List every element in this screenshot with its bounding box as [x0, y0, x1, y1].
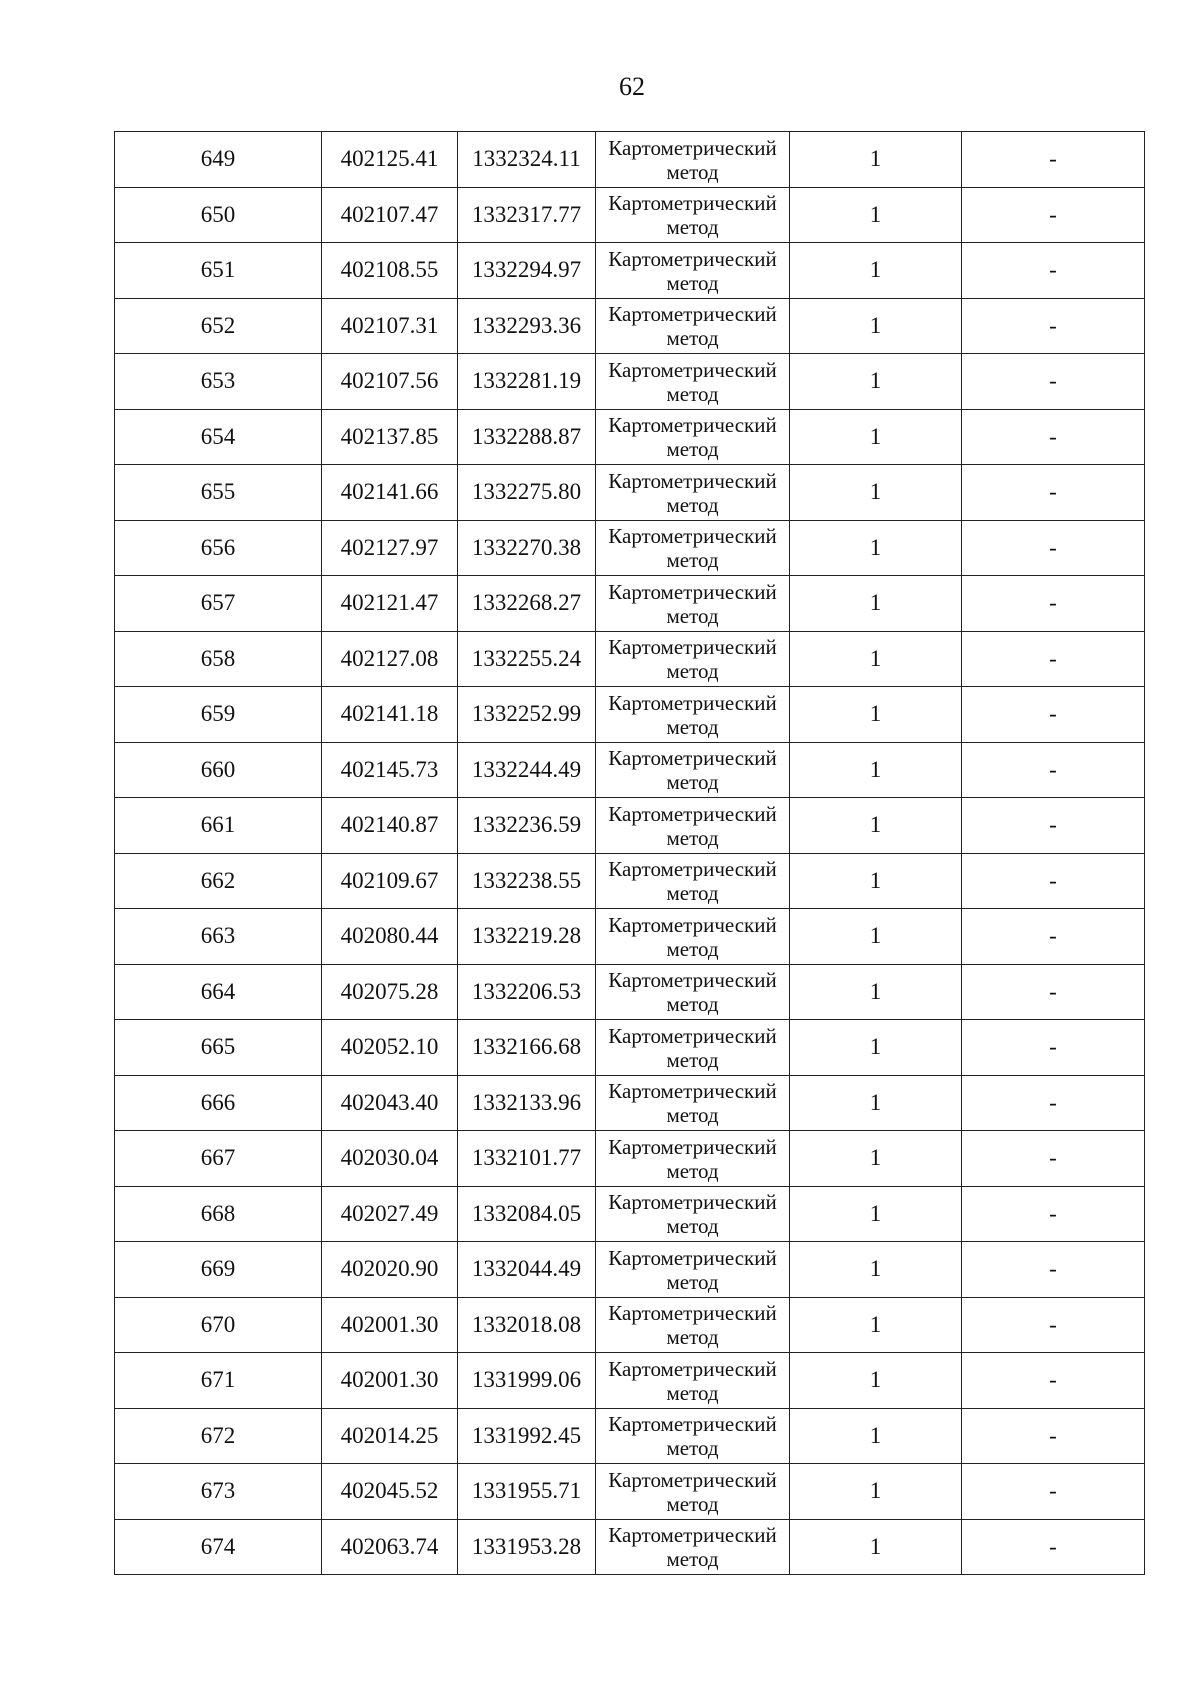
method-cell — [596, 1464, 790, 1520]
y-coordinate-cell: 1332236.59 — [458, 798, 596, 854]
note-cell: - — [962, 798, 1145, 854]
method-text: метод — [666, 1547, 719, 1572]
x-coordinate-cell: 402107.31 — [322, 298, 458, 354]
method-text: метод — [666, 215, 719, 240]
table-row — [115, 409, 1145, 465]
method-text: Картометрический — [608, 1245, 777, 1270]
accuracy-cell: 1 — [790, 964, 962, 1020]
method-cell — [596, 409, 790, 465]
accuracy-cell: 1 — [790, 1131, 962, 1187]
accuracy-cell: 1 — [790, 243, 962, 299]
method-cell — [596, 1408, 790, 1464]
y-coordinate-cell: 1332084.05 — [458, 1186, 596, 1242]
method-text: Картометрический — [608, 801, 777, 826]
table-row — [115, 798, 1145, 854]
method-text: Картометрический — [608, 1023, 777, 1048]
method-text: метод — [666, 548, 719, 573]
method-text: Картометрический — [608, 912, 777, 937]
note-cell: - — [962, 1186, 1145, 1242]
y-coordinate-cell: 1331955.71 — [458, 1464, 596, 1520]
x-coordinate-cell: 402127.97 — [322, 520, 458, 576]
method-cell — [596, 354, 790, 410]
accuracy-cell: 1 — [790, 1297, 962, 1353]
method-text: метод — [666, 1325, 719, 1350]
table-row — [115, 1242, 1145, 1298]
method-cell — [596, 1519, 790, 1575]
method-cell — [596, 964, 790, 1020]
table-row — [115, 465, 1145, 521]
method-text: метод — [666, 381, 719, 406]
note-cell: - — [962, 1242, 1145, 1298]
y-coordinate-cell: 1332255.24 — [458, 631, 596, 687]
y-coordinate-cell: 1332166.68 — [458, 1020, 596, 1076]
point-number-cell: 667 — [115, 1131, 322, 1187]
x-coordinate-cell: 402001.30 — [322, 1353, 458, 1409]
table-row — [115, 520, 1145, 576]
x-coordinate-cell: 402075.28 — [322, 964, 458, 1020]
x-coordinate-cell: 402020.90 — [322, 1242, 458, 1298]
note-cell: - — [962, 1131, 1145, 1187]
method-text: метод — [666, 159, 719, 184]
method-text: Картометрический — [608, 1079, 777, 1104]
method-text: метод — [666, 1491, 719, 1516]
method-text: Картометрический — [608, 1412, 777, 1437]
table-row — [115, 1075, 1145, 1131]
point-number-cell: 664 — [115, 964, 322, 1020]
x-coordinate-cell: 402063.74 — [322, 1519, 458, 1575]
x-coordinate-cell: 402014.25 — [322, 1408, 458, 1464]
point-number-cell: 651 — [115, 243, 322, 299]
method-text: Картометрический — [608, 579, 777, 604]
y-coordinate-cell: 1332288.87 — [458, 409, 596, 465]
accuracy-cell: 1 — [790, 1186, 962, 1242]
method-cell — [596, 576, 790, 632]
accuracy-cell: 1 — [790, 298, 962, 354]
x-coordinate-cell: 402045.52 — [322, 1464, 458, 1520]
method-text: метод — [666, 714, 719, 739]
table-row — [115, 1020, 1145, 1076]
y-coordinate-cell: 1332281.19 — [458, 354, 596, 410]
method-text: Картометрический — [608, 690, 777, 715]
table-row — [115, 687, 1145, 743]
method-cell — [596, 465, 790, 521]
y-coordinate-cell: 1332238.55 — [458, 853, 596, 909]
x-coordinate-cell: 402141.66 — [322, 465, 458, 521]
method-text: Картометрический — [608, 191, 777, 216]
point-number-cell: 657 — [115, 576, 322, 632]
note-cell: - — [962, 298, 1145, 354]
table-row — [115, 187, 1145, 243]
accuracy-cell: 1 — [790, 853, 962, 909]
method-cell — [596, 1075, 790, 1131]
x-coordinate-cell: 402121.47 — [322, 576, 458, 632]
table-row — [115, 1519, 1145, 1575]
note-cell: - — [962, 465, 1145, 521]
method-cell — [596, 909, 790, 965]
method-text: метод — [666, 1047, 719, 1072]
x-coordinate-cell: 402030.04 — [322, 1131, 458, 1187]
method-text: Картометрический — [608, 1467, 777, 1492]
point-number-cell: 663 — [115, 909, 322, 965]
page-number: 62 — [619, 72, 645, 101]
accuracy-cell: 1 — [790, 1075, 962, 1131]
point-number-cell: 655 — [115, 465, 322, 521]
method-text: метод — [666, 1214, 719, 1239]
point-number-cell: 666 — [115, 1075, 322, 1131]
point-number-cell: 661 — [115, 798, 322, 854]
accuracy-cell: 1 — [790, 1408, 962, 1464]
y-coordinate-cell: 1332270.38 — [458, 520, 596, 576]
y-coordinate-cell: 1332268.27 — [458, 576, 596, 632]
method-text: метод — [666, 1158, 719, 1183]
note-cell: - — [962, 354, 1145, 410]
coordinates-table-body — [115, 132, 1145, 1575]
method-text: метод — [666, 1436, 719, 1461]
method-text: метод — [666, 1380, 719, 1405]
note-cell: - — [962, 687, 1145, 743]
accuracy-cell: 1 — [790, 1020, 962, 1076]
coordinates-table — [114, 131, 1145, 1575]
method-cell — [596, 853, 790, 909]
method-cell — [596, 798, 790, 854]
table-row — [115, 354, 1145, 410]
table-row — [115, 909, 1145, 965]
method-text: метод — [666, 1269, 719, 1294]
x-coordinate-cell: 402145.73 — [322, 742, 458, 798]
point-number-cell: 669 — [115, 1242, 322, 1298]
point-number-cell: 674 — [115, 1519, 322, 1575]
table-row — [115, 298, 1145, 354]
method-cell — [596, 1131, 790, 1187]
method-cell — [596, 298, 790, 354]
x-coordinate-cell: 402125.41 — [322, 132, 458, 188]
accuracy-cell: 1 — [790, 1464, 962, 1520]
note-cell: - — [962, 187, 1145, 243]
method-text: Картометрический — [608, 857, 777, 882]
accuracy-cell: 1 — [790, 1353, 962, 1409]
accuracy-cell: 1 — [790, 465, 962, 521]
method-cell — [596, 1020, 790, 1076]
note-cell: - — [962, 243, 1145, 299]
y-coordinate-cell: 1332044.49 — [458, 1242, 596, 1298]
method-text: Картометрический — [608, 468, 777, 493]
y-coordinate-cell: 1332018.08 — [458, 1297, 596, 1353]
y-coordinate-cell: 1332244.49 — [458, 742, 596, 798]
method-text: метод — [666, 770, 719, 795]
method-cell — [596, 1297, 790, 1353]
x-coordinate-cell: 402141.18 — [322, 687, 458, 743]
method-text: Картометрический — [608, 1190, 777, 1215]
note-cell: - — [962, 132, 1145, 188]
note-cell: - — [962, 631, 1145, 687]
method-text: метод — [666, 881, 719, 906]
point-number-cell: 656 — [115, 520, 322, 576]
point-number-cell: 653 — [115, 354, 322, 410]
method-text: метод — [666, 992, 719, 1017]
accuracy-cell: 1 — [790, 798, 962, 854]
accuracy-cell: 1 — [790, 1519, 962, 1575]
point-number-cell: 662 — [115, 853, 322, 909]
accuracy-cell: 1 — [790, 631, 962, 687]
x-coordinate-cell: 402107.56 — [322, 354, 458, 410]
y-coordinate-cell: 1332219.28 — [458, 909, 596, 965]
method-text: Картометрический — [608, 1523, 777, 1548]
point-number-cell: 672 — [115, 1408, 322, 1464]
point-number-cell: 665 — [115, 1020, 322, 1076]
point-number-cell: 649 — [115, 132, 322, 188]
method-cell — [596, 243, 790, 299]
table-row — [115, 853, 1145, 909]
method-cell — [596, 687, 790, 743]
note-cell: - — [962, 1408, 1145, 1464]
table-row — [115, 964, 1145, 1020]
note-cell: - — [962, 576, 1145, 632]
y-coordinate-cell: 1332317.77 — [458, 187, 596, 243]
method-text: метод — [666, 825, 719, 850]
y-coordinate-cell: 1332252.99 — [458, 687, 596, 743]
x-coordinate-cell: 402052.10 — [322, 1020, 458, 1076]
method-cell — [596, 1186, 790, 1242]
method-cell — [596, 1353, 790, 1409]
method-text: метод — [666, 437, 719, 462]
table-row — [115, 1297, 1145, 1353]
method-text: метод — [666, 603, 719, 628]
table-row — [115, 1464, 1145, 1520]
method-text: метод — [666, 659, 719, 684]
accuracy-cell: 1 — [790, 576, 962, 632]
point-number-cell: 650 — [115, 187, 322, 243]
point-number-cell: 658 — [115, 631, 322, 687]
x-coordinate-cell: 402080.44 — [322, 909, 458, 965]
x-coordinate-cell: 402140.87 — [322, 798, 458, 854]
y-coordinate-cell: 1332206.53 — [458, 964, 596, 1020]
table-row — [115, 1131, 1145, 1187]
method-text: Картометрический — [608, 1356, 777, 1381]
method-cell — [596, 1242, 790, 1298]
method-text: Картометрический — [608, 524, 777, 549]
point-number-cell: 652 — [115, 298, 322, 354]
table-row — [115, 576, 1145, 632]
y-coordinate-cell: 1331992.45 — [458, 1408, 596, 1464]
table-row — [115, 243, 1145, 299]
x-coordinate-cell: 402027.49 — [322, 1186, 458, 1242]
method-cell — [596, 520, 790, 576]
note-cell: - — [962, 742, 1145, 798]
y-coordinate-cell: 1332293.36 — [458, 298, 596, 354]
point-number-cell: 670 — [115, 1297, 322, 1353]
y-coordinate-cell: 1331953.28 — [458, 1519, 596, 1575]
table-row — [115, 742, 1145, 798]
x-coordinate-cell: 402108.55 — [322, 243, 458, 299]
accuracy-cell: 1 — [790, 520, 962, 576]
note-cell: - — [962, 409, 1145, 465]
method-text: Картометрический — [608, 635, 777, 660]
y-coordinate-cell: 1332275.80 — [458, 465, 596, 521]
method-text: Картометрический — [608, 746, 777, 771]
y-coordinate-cell: 1331999.06 — [458, 1353, 596, 1409]
note-cell: - — [962, 1519, 1145, 1575]
method-text: Картометрический — [608, 413, 777, 438]
accuracy-cell: 1 — [790, 354, 962, 410]
x-coordinate-cell: 402109.67 — [322, 853, 458, 909]
note-cell: - — [962, 1353, 1145, 1409]
x-coordinate-cell: 402137.85 — [322, 409, 458, 465]
method-cell — [596, 187, 790, 243]
y-coordinate-cell: 1332294.97 — [458, 243, 596, 299]
accuracy-cell: 1 — [790, 1242, 962, 1298]
method-text: Картометрический — [608, 1301, 777, 1326]
table-row — [115, 1186, 1145, 1242]
method-cell — [596, 631, 790, 687]
note-cell: - — [962, 1075, 1145, 1131]
accuracy-cell: 1 — [790, 909, 962, 965]
method-text: метод — [666, 270, 719, 295]
note-cell: - — [962, 964, 1145, 1020]
method-text: Картометрический — [608, 302, 777, 327]
method-text: Картометрический — [608, 135, 777, 160]
table-row — [115, 132, 1145, 188]
note-cell: - — [962, 1297, 1145, 1353]
method-cell — [596, 132, 790, 188]
note-cell: - — [962, 1020, 1145, 1076]
y-coordinate-cell: 1332133.96 — [458, 1075, 596, 1131]
point-number-cell: 668 — [115, 1186, 322, 1242]
method-text: метод — [666, 936, 719, 961]
point-number-cell: 654 — [115, 409, 322, 465]
x-coordinate-cell: 402107.47 — [322, 187, 458, 243]
method-text: Картометрический — [608, 357, 777, 382]
accuracy-cell: 1 — [790, 687, 962, 743]
point-number-cell: 673 — [115, 1464, 322, 1520]
table-row — [115, 1408, 1145, 1464]
note-cell: - — [962, 520, 1145, 576]
method-text: Картометрический — [608, 968, 777, 993]
x-coordinate-cell: 402001.30 — [322, 1297, 458, 1353]
method-cell — [596, 742, 790, 798]
method-text: Картометрический — [608, 1134, 777, 1159]
accuracy-cell: 1 — [790, 409, 962, 465]
y-coordinate-cell: 1332101.77 — [458, 1131, 596, 1187]
method-text: метод — [666, 1103, 719, 1128]
point-number-cell: 659 — [115, 687, 322, 743]
point-number-cell: 660 — [115, 742, 322, 798]
y-coordinate-cell: 1332324.11 — [458, 132, 596, 188]
method-text: метод — [666, 326, 719, 351]
note-cell: - — [962, 853, 1145, 909]
method-text: Картометрический — [608, 246, 777, 271]
note-cell: - — [962, 1464, 1145, 1520]
point-number-cell: 671 — [115, 1353, 322, 1409]
note-cell: - — [962, 909, 1145, 965]
table-row — [115, 631, 1145, 687]
accuracy-cell: 1 — [790, 187, 962, 243]
accuracy-cell: 1 — [790, 132, 962, 188]
x-coordinate-cell: 402127.08 — [322, 631, 458, 687]
accuracy-cell: 1 — [790, 742, 962, 798]
table-row — [115, 1353, 1145, 1409]
x-coordinate-cell: 402043.40 — [322, 1075, 458, 1131]
method-text: метод — [666, 492, 719, 517]
